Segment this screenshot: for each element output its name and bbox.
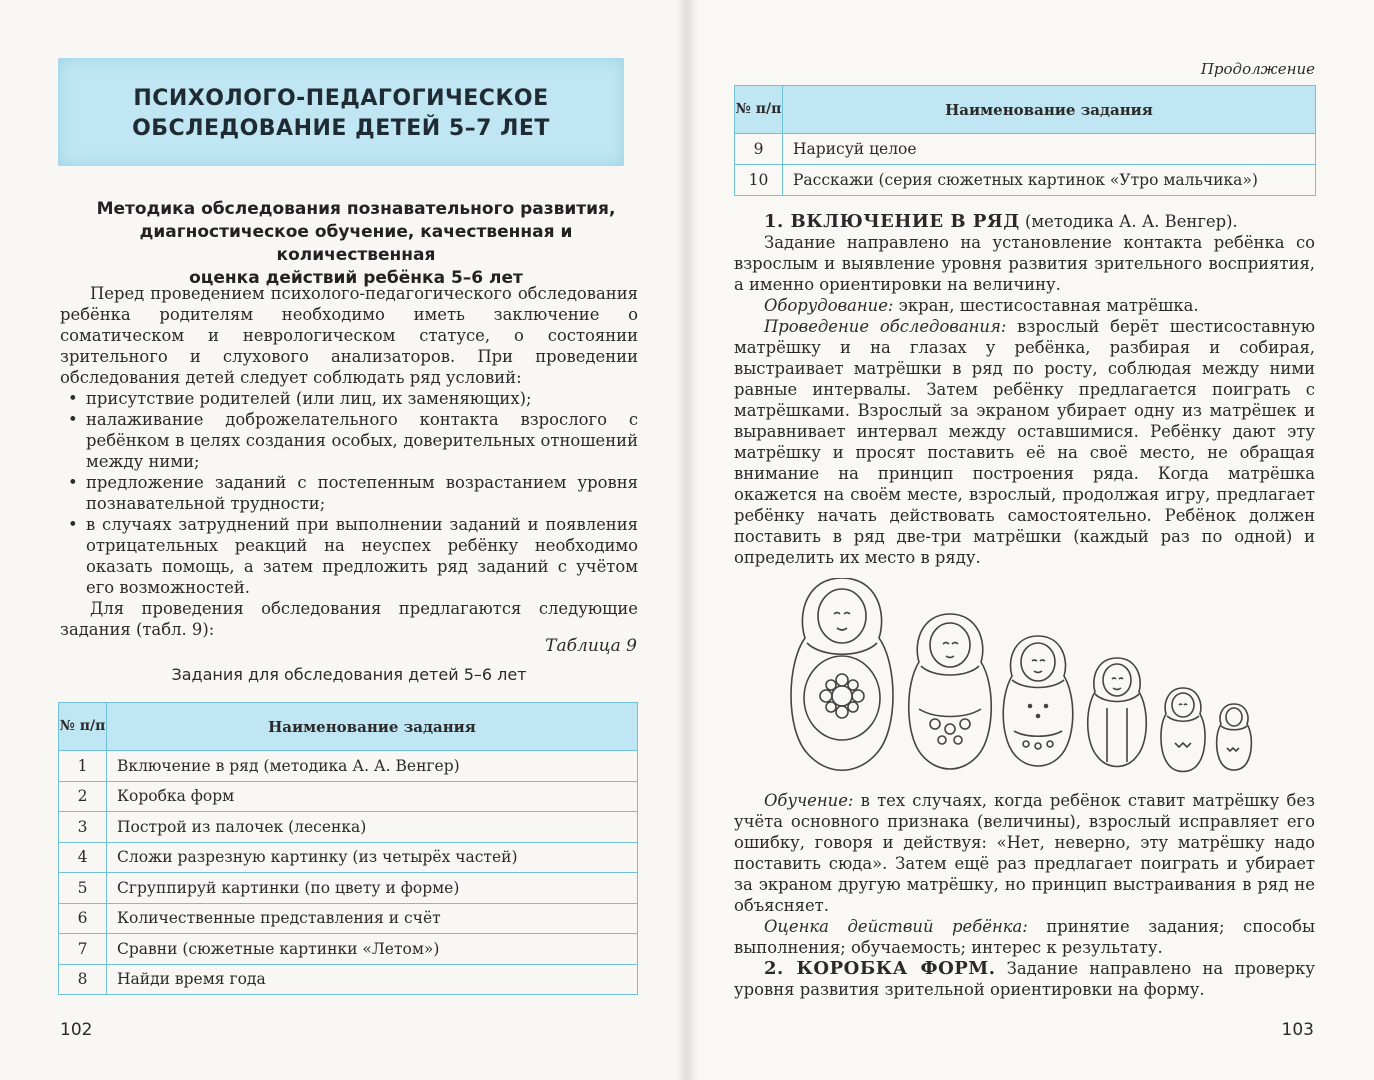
- book-gutter: [676, 0, 698, 1080]
- tasks-table-continued: [734, 85, 1316, 196]
- right-body-text: [734, 211, 1315, 568]
- row-num: 6: [59, 903, 107, 934]
- row-num: 7: [59, 934, 107, 965]
- section-1-note: (методика А. А. Венгер).: [1019, 212, 1238, 231]
- col-header-num: № п/п: [735, 86, 783, 134]
- chapter-title-line1: ПСИХОЛОГО-ПЕДАГОГИЧЕСКОЕ: [133, 86, 549, 111]
- table-header-row: [735, 86, 1316, 134]
- equipment-paragraph: [734, 295, 1315, 316]
- intro-paragraph: Перед проведением психолого-педагогического обследования ребёнка родителям необходимо иметь заключение о соматическом и неврологическом статусе, о состоянии зрительного и слухового анализаторов. При проведении обследования детей следует соблюдать ряд условий:: [60, 284, 638, 387]
- col-header-name: Наименование задания: [107, 703, 638, 751]
- continuation-label: Продолжение: [1200, 60, 1315, 78]
- subtitle-line1: Методика обследования познавательного развития,: [96, 199, 616, 219]
- matryoshka-icon: [1003, 636, 1073, 766]
- matryoshka-icon: [909, 614, 992, 769]
- row-num: 10: [735, 165, 783, 196]
- table-row: [735, 134, 1316, 165]
- training-paragraph: [734, 790, 1315, 916]
- tasks-table: [58, 702, 638, 995]
- outro-paragraph: Для проведения обследования предлагаются следующие задания (табл. 9):: [60, 599, 638, 639]
- right-page: [687, 0, 1374, 1080]
- evaluation-text: принятие задания; способы выполнения; обучаемость; интерес к результату.: [734, 917, 1315, 957]
- section-2-heading: 2. КОРОБКА ФОРМ.: [764, 958, 996, 979]
- conditions-list: [60, 388, 638, 598]
- row-num: 9: [735, 134, 783, 165]
- row-num: 2: [59, 781, 107, 812]
- section-1-heading-para: [734, 211, 1315, 232]
- table-header-row: [59, 703, 638, 751]
- evaluation-label: Оценка действий ребёнка:: [764, 917, 1028, 936]
- left-body-text: [60, 283, 638, 640]
- procedure-paragraph: [734, 316, 1315, 568]
- equipment-label: Оборудование:: [764, 296, 894, 315]
- row-name: Количественные представления и счёт: [107, 903, 638, 934]
- row-name: Найди время года: [107, 964, 638, 995]
- row-name: Включение в ряд (методика А. А. Венгер): [107, 751, 638, 782]
- section-1-intro: Задание направлено на установление контакта ребёнка со взрослым и выявление уровня развития зрительного восприятия, а именно ориентировки на величину.: [734, 233, 1315, 294]
- condition-item: • налаживание доброжелательного контакта взрослого с ребёнком в целях создания особых, доверительных отношений между ними;: [86, 409, 638, 472]
- row-name: Сравни (сюжетные картинки «Летом»): [107, 934, 638, 965]
- table-row: [59, 751, 638, 782]
- row-num: 1: [59, 751, 107, 782]
- page-number-left: 102: [60, 1020, 93, 1040]
- chapter-title: [58, 84, 624, 144]
- table-row: [59, 812, 638, 843]
- col-header-num: № п/п: [59, 703, 107, 751]
- condition-item: • предложение заданий с постепенным возрастанием уровня познавательной трудности;: [86, 472, 638, 514]
- subtitle-line3: оценка действий ребёнка 5–6 лет: [189, 268, 523, 288]
- row-num: 8: [59, 964, 107, 995]
- condition-item: • присутствие родителей (или лиц, их заменяющих);: [86, 388, 638, 409]
- row-num: 5: [59, 873, 107, 904]
- training-text: в тех случаях, когда ребёнок ставит матрёшку без учёта основного признака (величины), взрослый исправляет его ошибку, говоря и действуя: «Нет, неверно, эту матрёшку надо поставить сюда». Затем ещё раз предлагает поиграть и убирает за экраном другую матрёшку, но принцип выстраивания в ряд не объясняет.: [734, 791, 1315, 915]
- row-name: Сложи разрезную картинку (из четырёх частей): [107, 842, 638, 873]
- section-2-text: Задание направлено на проверку уровня развития зрительной ориентировки на форму.: [734, 959, 1315, 999]
- section-subtitle: [60, 198, 652, 290]
- row-name: Сгруппируй картинки (по цвету и форме): [107, 873, 638, 904]
- matryoshka-icon: [1217, 704, 1252, 770]
- section-2-paragraph: [734, 958, 1315, 1000]
- page-number-right: 103: [1281, 1020, 1314, 1040]
- table-row: [59, 934, 638, 965]
- table-row: [59, 964, 638, 995]
- matryoshka-icon: [1088, 658, 1147, 767]
- equipment-text: экран, шестисоставная матрёшка.: [893, 296, 1199, 315]
- subtitle-line2: диагностическое обучение, качественная и количественная: [139, 222, 573, 265]
- title-banner: [58, 58, 624, 166]
- condition-item: • в случаях затруднений при выполнении заданий и появления отрицательных реакций на неуспех ребёнку необходимо оказать помощь, а затем предложить ряд заданий с учётом его возможностей.: [86, 514, 638, 598]
- evaluation-paragraph: [734, 916, 1315, 958]
- matryoshka-illustration: [787, 578, 1257, 778]
- table-row: [735, 165, 1316, 196]
- training-label: Обучение:: [764, 791, 854, 810]
- matryoshka-icon: [1161, 688, 1205, 772]
- table-row: [59, 842, 638, 873]
- row-name: Построй из палочек (лесенка): [107, 812, 638, 843]
- table-row: [59, 781, 638, 812]
- procedure-text: взрослый берёт шестисоставную матрёшку и на глазах у ребёнка, разбирая и собирая, выстраивает матрёшки в ряд по росту, соблюдая между ними равные интервалы. Затем ребёнку предлагается поиграть с матрёшками. Взрослый за экраном убирает одну из матрёшек и выравнивает интервал между оставшимися. Ребёнку дают эту матрёшку и просят поставить её на своё место, не обращая внимание на принцип построения ряда. Когда матрёшка окажется на своём месте, взрослый, продолжая игру, предлагает ребёнку начать действовать самостоятельно. Ребёнок должен поставить в ряд две-три матрёшки (каждый раз по одной) и определить их место в ряду.: [734, 317, 1316, 567]
- row-num: 3: [59, 812, 107, 843]
- table-row: [59, 873, 638, 904]
- section-1-heading: 1. ВКЛЮЧЕНИЕ В РЯД: [764, 211, 1020, 232]
- table-row: [59, 903, 638, 934]
- col-header-name: Наименование задания: [783, 86, 1316, 134]
- table-label: Таблица 9: [545, 636, 637, 656]
- matryoshka-icon: [791, 578, 893, 770]
- row-name: Нарисуй целое: [783, 134, 1316, 165]
- row-name: Расскажи (серия сюжетных картинок «Утро мальчика»): [783, 165, 1316, 196]
- procedure-label: Проведение обследования:: [764, 317, 1007, 336]
- table-caption: Задания для обследования детей 5–6 лет: [171, 665, 527, 684]
- right-body-text-lower: [734, 790, 1315, 1000]
- row-name: Коробка форм: [107, 781, 638, 812]
- row-num: 4: [59, 842, 107, 873]
- chapter-title-line2: ОБСЛЕДОВАНИЕ ДЕТЕЙ 5–7 ЛЕТ: [132, 116, 550, 141]
